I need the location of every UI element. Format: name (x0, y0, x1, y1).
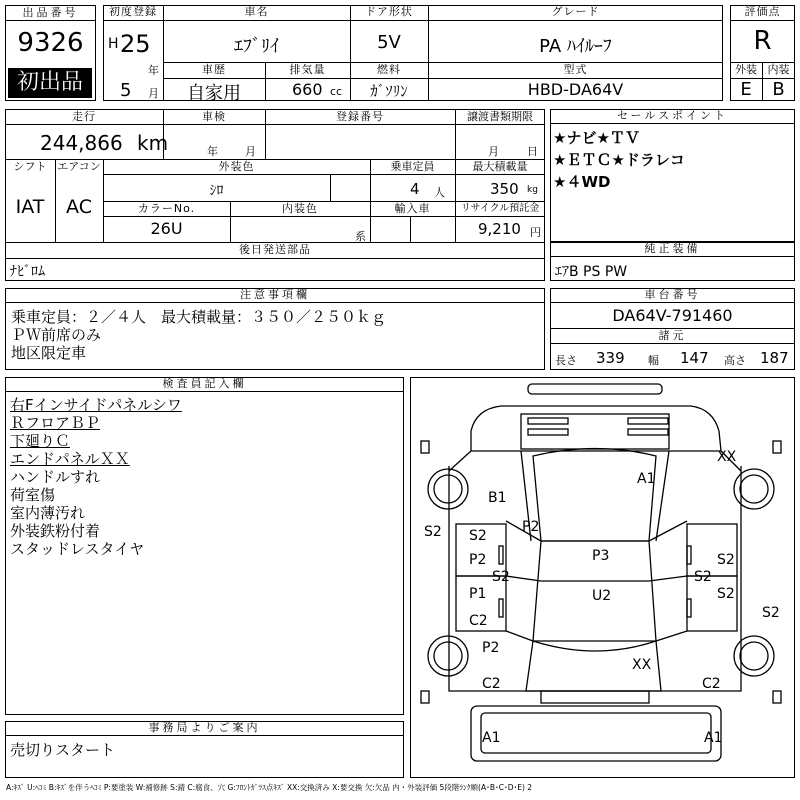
diagram-box (410, 377, 795, 778)
kei-unit: 系 (355, 230, 366, 243)
width-label: 幅 (648, 354, 659, 367)
reg-month: 5 (120, 80, 132, 101)
history: 自家用 (187, 83, 241, 104)
width: 147 (680, 349, 709, 367)
equip-label: 純正装備 (551, 242, 794, 257)
score-label: 評価点 (744, 5, 781, 18)
damage-p2-b: P2 (482, 640, 500, 656)
lot-number: 9326 (17, 28, 84, 58)
grade: PA ﾊｲﾙｰﾌ (539, 36, 612, 57)
legend: A:ｷｽﾞ U:ﾍｺﾐ B:ｷｽﾞを伴うﾍｺﾐ P:要塗装 W:補修跡 S:錆 C:腐食、穴 G:ﾌﾛﾝﾄｶﾞﾗｽ点ｷｽﾞ XX:交換済み X:要交換 欠:欠品 内・外装評価 5段階ﾗﾝｸ順(A･B･C･D･E) 2 (6, 783, 533, 792)
score: R (753, 26, 772, 56)
inspection-month-unit: 月 (245, 145, 256, 158)
notes-lines (11, 308, 541, 362)
ac: AC (66, 196, 92, 218)
ext-label: 外装 (735, 63, 757, 76)
color-no: 26U (150, 219, 183, 238)
car-name: ｴﾌﾞﾘｲ (234, 36, 279, 57)
color: ｼﾛ (209, 183, 224, 199)
mileage: 244,866 (40, 131, 123, 155)
model: HBD-DA64V (527, 80, 624, 99)
damage-b1: B1 (488, 490, 507, 506)
inspector-line: 荷室傷 (10, 486, 56, 504)
office-text: 売切りスタート (10, 741, 116, 759)
damage-s2-left: S2 (424, 524, 442, 540)
damage-p1: P1 (469, 586, 487, 602)
damage-a1-bottom-left: A1 (482, 730, 501, 746)
chassis-label: 車台番号 (551, 288, 794, 303)
model-label: 型式 (563, 63, 588, 76)
grade-label: グレード (551, 5, 600, 18)
int-label: 内装 (767, 63, 790, 76)
later-parts: ﾅﾋﾞﾛﾑ (10, 264, 45, 280)
inspection-label: 車検 (202, 110, 226, 123)
damage-s2-right: S2 (762, 605, 780, 621)
shift: IAT (15, 196, 45, 218)
car-diagram (411, 378, 794, 777)
history-label: 車歴 (202, 63, 226, 76)
damage-xx-top-right: XX (717, 449, 737, 465)
colorno-label: カラーNo. (137, 202, 196, 215)
disp-label: 排気量 (289, 63, 326, 76)
inspector-line: ＲフロアＢＰ (10, 414, 101, 432)
shift-label: シフト (13, 160, 47, 173)
plate-label: 登録番号 (336, 110, 384, 123)
capacity: 4 (410, 180, 420, 198)
capacity-label: 乗車定員 (390, 160, 435, 173)
damage-c2-c: C2 (702, 676, 721, 692)
month-unit: 月 (148, 87, 159, 100)
damage-p2-a: P2 (469, 552, 487, 568)
recycle-label: リサイクル預託金 (460, 203, 540, 214)
ext-grade: E (740, 79, 752, 100)
transfer-label: 譲渡書類期限 (467, 110, 533, 123)
inspector-line: 外装鉄粉付着 (10, 522, 101, 540)
inspector-line: ハンドルすれ (10, 468, 101, 486)
color-label: 外装色 (218, 160, 255, 173)
load-label: 最大積載量 (472, 160, 528, 173)
person-unit: 人 (434, 186, 445, 199)
equip: ｴｱB PS PW (555, 264, 628, 280)
recycle-fee: 9,210 (478, 220, 521, 238)
max-load: 350 (490, 180, 519, 198)
inspector-line: 室内薄汚れ (10, 504, 86, 522)
chassis-number: DA64V-791460 (612, 306, 733, 325)
height-label: 高さ (724, 354, 746, 367)
damage-s2-b: S2 (492, 569, 510, 585)
length-label: 長さ (555, 354, 577, 367)
length: 339 (596, 349, 625, 367)
lot-label: 出品番号 (6, 6, 95, 21)
damage-s2-d: S2 (694, 569, 712, 585)
inspector-line: 下廻りＣ (10, 432, 71, 450)
damage-u2: U2 (592, 588, 612, 604)
later-box (5, 258, 545, 281)
km-unit: km (137, 131, 169, 155)
cc-unit: cc (330, 85, 343, 98)
era: H (108, 36, 119, 52)
damage-p3: P3 (592, 548, 610, 564)
ac-label: エアコン (57, 160, 101, 173)
later-label: 後日発送部品 (239, 243, 311, 256)
office-label: 事務局よりご案内 (6, 721, 403, 736)
damage-s2-e: S2 (717, 586, 735, 602)
note-line: ＰＷ前席のみ (11, 326, 102, 344)
year-unit: 年 (148, 64, 159, 77)
notes-label: 注意事項欄 (6, 288, 544, 303)
reg-label: 初度登録 (109, 5, 157, 18)
dims-label: 諸元 (551, 329, 794, 344)
fuel-label: 燃料 (377, 63, 401, 76)
damage-s2-c: S2 (717, 552, 735, 568)
reg-year: 25 (120, 30, 151, 58)
kg-unit: kg (527, 185, 538, 195)
door-label: ドア形状 (365, 5, 413, 18)
damage-c2-b: C2 (482, 676, 501, 692)
inspector-line: エンドパネルＸＸ (10, 450, 130, 468)
displacement: 660 (292, 80, 323, 99)
lot-box (5, 5, 96, 101)
transfer-month-unit: 月 (488, 145, 499, 158)
sales-label: セールスポイント (551, 109, 794, 124)
height: 187 (760, 349, 789, 367)
transfer-day-unit: 日 (527, 145, 538, 158)
damage-a1-top: A1 (637, 471, 656, 487)
inspection-year-unit: 年 (207, 145, 218, 158)
door-type: 5V (377, 32, 401, 53)
inspector-line: 右Fインサイドパネルシワ (10, 396, 182, 414)
import-label: 輸入車 (394, 202, 431, 215)
first-listing-badge: 初出品 (8, 68, 92, 98)
int-grade: B (772, 79, 785, 100)
mileage-label: 走行 (72, 110, 96, 123)
name-label: 車名 (244, 5, 269, 18)
damage-c2-a: C2 (469, 613, 488, 629)
note-line: 地区限定車 (11, 344, 87, 362)
damage-p2-mid: P2 (522, 519, 540, 535)
yen-unit: 円 (530, 226, 541, 239)
fuel: ｶﾞｿﾘﾝ (370, 82, 408, 100)
sales-points (553, 127, 793, 193)
inspector-line: スタッドレスタイヤ (10, 540, 145, 558)
damage-s2-a: S2 (469, 528, 487, 544)
damage-xx-b: XX (632, 657, 652, 673)
sales-point: ★ＥＴＣ★ドラレコ (553, 151, 685, 169)
sales-point: ★ナビ★ＴＶ (553, 129, 640, 147)
note-line: 乗車定員：２／４人 最大積載量：３５０／２５０ｋｇ (11, 308, 387, 326)
inspector-label: 検査員記入欄 (6, 377, 403, 392)
sales-point: ★４WD (553, 173, 611, 191)
interior-label: 内装色 (282, 202, 318, 215)
inspector-lines (10, 396, 400, 558)
damage-a1-bottom-right: A1 (704, 730, 723, 746)
